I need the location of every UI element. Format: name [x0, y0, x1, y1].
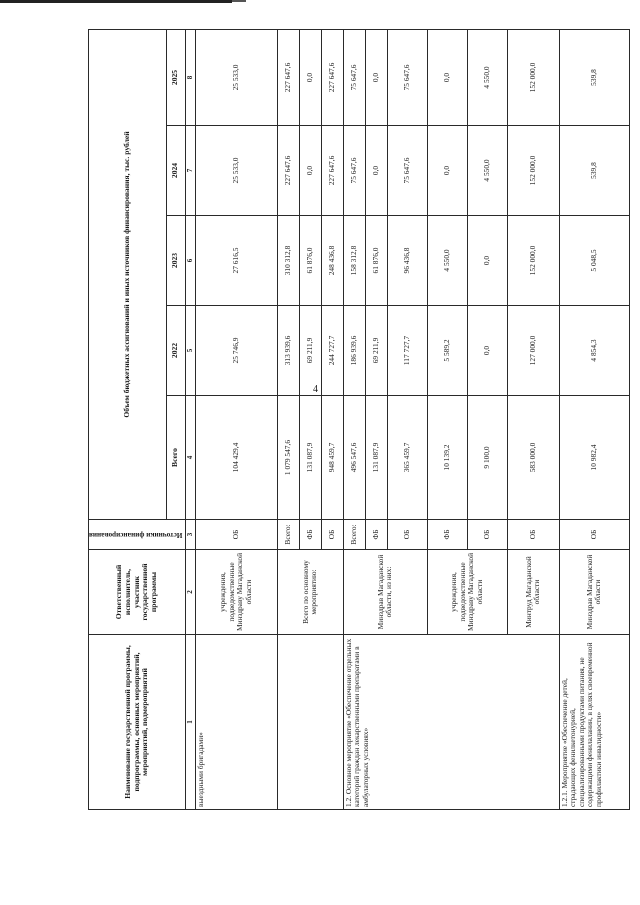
header-executor: Ответственный исполнитель, участник государственной программы — [89, 550, 186, 635]
header-source — [89, 520, 186, 550]
row-executor: Минздрав Магаданской области — [559, 550, 629, 635]
row-source: Всего: — [277, 520, 299, 550]
value-2024: 0,0 — [299, 126, 321, 216]
row-source: ОБ — [507, 520, 559, 550]
table-row — [343, 29, 365, 809]
value-2023: 310 312,8 — [277, 216, 299, 306]
value-2022: 25 746,9 — [195, 306, 277, 396]
row-source: ОБ — [387, 520, 427, 550]
value-2023: 61 876,0 — [299, 216, 321, 306]
value-2023: 0,0 — [467, 216, 507, 306]
table-row — [195, 29, 277, 809]
value-2023: 61 876,0 — [365, 216, 387, 306]
value-2025: 227 647,6 — [321, 29, 343, 125]
value-total: 583 000,0 — [507, 396, 559, 520]
header-funding-group: Объем бюджетных ассигнований и иных источников финансирования, тыс. рублей — [89, 29, 167, 519]
value-2024: 0,0 — [427, 126, 467, 216]
index-cell: 2 — [185, 550, 195, 635]
value-2023: 158 312,8 — [343, 216, 365, 306]
header-name: Наименование государственной программы, подпрограммы, основных мероприятий, мероприятий, подмероприятий — [89, 635, 186, 810]
value-2025: 152 000,0 — [507, 29, 559, 125]
top-scan-bar-tail — [232, 0, 246, 2]
value-2022: 5 589,2 — [427, 306, 467, 396]
index-cell: 8 — [185, 29, 195, 125]
value-total: 365 459,7 — [387, 396, 427, 520]
value-2023: 152 000,0 — [507, 216, 559, 306]
value-2025: 0,0 — [299, 29, 321, 125]
index-cell: 5 — [185, 306, 195, 396]
row-source: ОБ — [321, 520, 343, 550]
value-2024: 0,0 — [365, 126, 387, 216]
value-total: 10 982,4 — [559, 396, 629, 520]
value-total: 1 079 547,6 — [277, 396, 299, 520]
value-2024: 152 000,0 — [507, 126, 559, 216]
header-total: Всего — [166, 396, 185, 520]
row-source: ОБ — [467, 520, 507, 550]
header-2024: 2024 — [166, 126, 185, 216]
row-executor: учреждения, подведомственные Минздраву Магаданской области — [195, 550, 277, 635]
header-2022: 2022 — [166, 306, 185, 396]
header-source-text: Источники финансирования — [89, 530, 183, 539]
index-cell: 7 — [185, 126, 195, 216]
rotated-table-container — [88, 30, 603, 810]
value-2023: 4 550,0 — [427, 216, 467, 306]
value-2022: 186 939,6 — [343, 306, 365, 396]
value-2024: 539,8 — [559, 126, 629, 216]
value-2022: 313 939,6 — [277, 306, 299, 396]
row-name: 1.2. Основное мероприятие «Обеспечение отдельных категорий граждан лекарственными препаратами в амбулаторных условиях» — [343, 635, 559, 810]
row-source: Всего: — [343, 520, 365, 550]
index-cell: 1 — [185, 635, 195, 810]
row-source: ОБ — [195, 520, 277, 550]
row-source: ФБ — [365, 520, 387, 550]
top-scan-bar — [0, 0, 232, 3]
page-number: 4 — [313, 384, 318, 395]
value-total: 104 429,4 — [195, 396, 277, 520]
row-executor: Минтруд Магаданской области — [507, 550, 559, 635]
value-2022: 0,0 — [467, 306, 507, 396]
row-source: ФБ — [299, 520, 321, 550]
value-total: 10 139,2 — [427, 396, 467, 520]
value-2022: 127 000,0 — [507, 306, 559, 396]
value-2025: 75 647,6 — [343, 29, 365, 125]
value-2023: 248 436,8 — [321, 216, 343, 306]
value-2024: 4 550,0 — [467, 126, 507, 216]
index-row — [185, 29, 195, 809]
value-total: 948 459,7 — [321, 396, 343, 520]
value-2025: 539,8 — [559, 29, 629, 125]
table-row — [277, 29, 299, 809]
value-total: 131 087,9 — [299, 396, 321, 520]
value-2024: 25 533,0 — [195, 126, 277, 216]
index-cell: 6 — [185, 216, 195, 306]
value-2023: 27 616,5 — [195, 216, 277, 306]
row-name: 1.2.1. Мероприятие «Обеспечение детей, страдающих фенилкетонурией, специализированными продуктами питания, не содержащими фенилаланин, в целях своевременной профилактики инвалидности» — [559, 635, 629, 810]
value-2025: 75 647,6 — [387, 29, 427, 125]
row-executor: учреждения, подведомственные Минздраву Магаданской области — [427, 550, 507, 635]
value-2025: 227 647,6 — [277, 29, 299, 125]
value-2024: 227 647,6 — [321, 126, 343, 216]
header-row-1 — [89, 29, 167, 809]
value-2025: 4 550,0 — [467, 29, 507, 125]
value-2025: 25 533,0 — [195, 29, 277, 125]
value-2022: 117 727,7 — [387, 306, 427, 396]
financing-table — [88, 29, 630, 810]
row-name: выездными бригадами» — [195, 635, 277, 810]
row-executor: Всего по основному мероприятию: — [277, 550, 343, 635]
header-2023: 2023 — [166, 216, 185, 306]
row-source: ОБ — [559, 520, 629, 550]
financing-table-frame — [88, 30, 603, 810]
value-2023: 96 436,8 — [387, 216, 427, 306]
value-total: 9 100,0 — [467, 396, 507, 520]
value-total: 496 547,6 — [343, 396, 365, 520]
value-2022: 244 727,7 — [321, 306, 343, 396]
header-2025: 2025 — [166, 29, 185, 125]
value-2023: 5 048,5 — [559, 216, 629, 306]
value-2025: 0,0 — [365, 29, 387, 125]
row-source: ФБ — [427, 520, 467, 550]
value-2024: 75 647,6 — [387, 126, 427, 216]
row-name-empty — [277, 635, 343, 810]
table-row — [559, 29, 629, 809]
value-total: 131 087,9 — [365, 396, 387, 520]
value-2022: 69 211,9 — [299, 306, 321, 396]
value-2022: 69 211,9 — [365, 306, 387, 396]
value-2022: 4 854,3 — [559, 306, 629, 396]
row-executor: Минздрав Магаданской области, из них: — [343, 550, 427, 635]
value-2024: 75 647,6 — [343, 126, 365, 216]
index-cell: 4 — [185, 396, 195, 520]
value-2024: 227 647,6 — [277, 126, 299, 216]
value-2025: 0,0 — [427, 29, 467, 125]
index-cell: 3 — [185, 520, 195, 550]
